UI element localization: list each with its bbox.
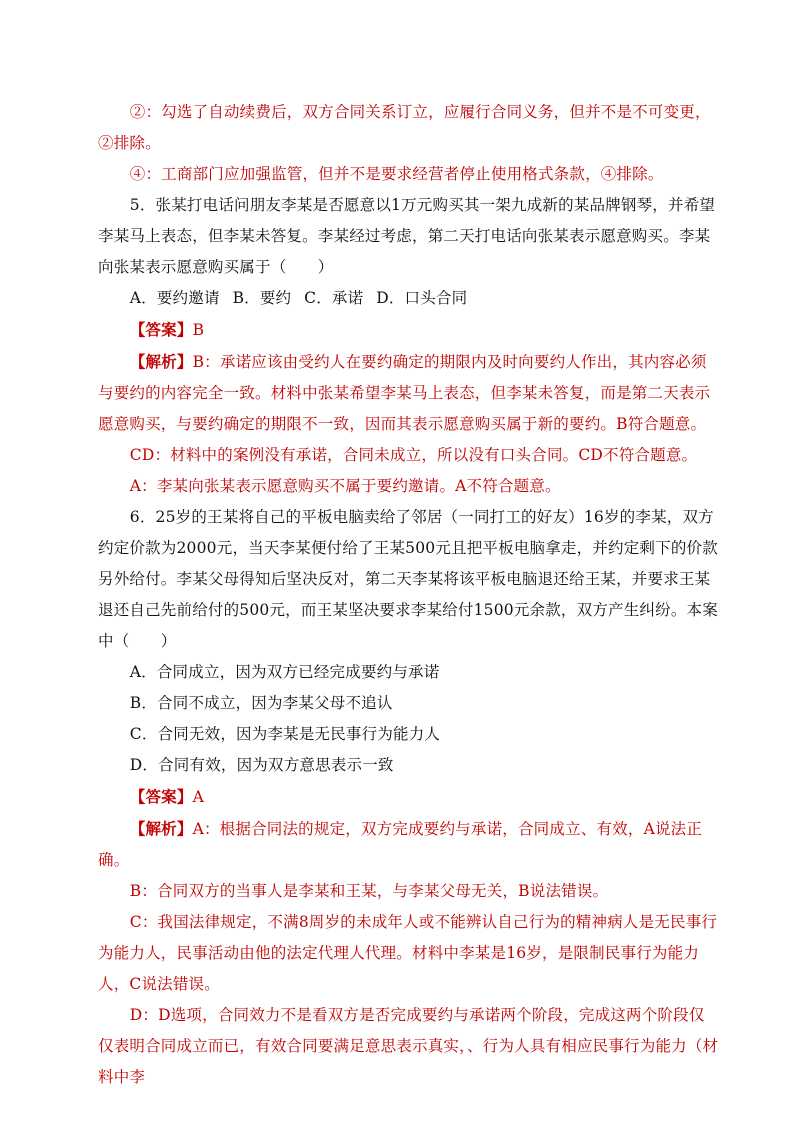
question-5-stem: 5．张某打电话问朋友李某是否愿意以1万元购买其一架九成新的某品牌钢琴，并希望李某马上表态，但李某未答复。李某经过考虑，第二天打电话向张某表示愿意购买。李某向张某表示愿意购买属于（ ）: [98, 196, 716, 276]
analysis-text: B：承诺应该由受约人在要约确定的期限内及时向要约人作出，其内容必须与要约的内容完全一致。材料中张某希望李某马上表态，但李某未答复，而是第二天表示愿意购买，与要约确定的期限不一致，因而其表示愿意购买属于新的要约。B符合题意。: [98, 353, 711, 433]
question-6-analysis-d: D：D选项，合同效力不是看双方是否完成要约与承诺两个阶段，完成这两个阶段仅仅表明合同成立而已，有效合同要满足意思表示真实，、行为人具有相应民事行为能力（材料中李: [98, 1006, 719, 1086]
question-6-analysis-b: B：合同双方的当事人是李某和王某，与李某父母无关，B说法错误。: [129, 882, 609, 900]
question-5-analysis-b: [98, 346, 720, 440]
analysis-tag: 【解析】: [129, 819, 193, 838]
question-6-analysis-c: C：我国法律规定，不满8周岁的未成年人或不能辨认自己行为的精神病人是无民事行为能力人，民事活动由他的法定代理人代理。材料中李某是16岁，是限制民事行为能力人，C说法错误。: [98, 913, 718, 993]
question-6-option-d: D．合同有效，因为双方意思表示一致: [129, 756, 394, 774]
question-5-analysis-a: A：李某向张某表示愿意购买不属于要约邀请。A不符合题意。: [129, 477, 561, 495]
analysis-item-2: ②：勾选了自动续费后，双方合同关系订立，应履行合同义务，但并不是不可变更，②排除。: [98, 103, 711, 152]
question-5-analysis-cd: CD：材料中的案例没有承诺，合同未成立，所以没有口头合同。CD不符合题意。: [129, 446, 698, 464]
question-5-option-a: A．要约邀请: [129, 289, 220, 307]
answer-value: B: [192, 321, 205, 339]
analysis-text: A：根据合同法的规定，双方完成要约与承诺，合同成立、有效，A说法正确。: [98, 820, 703, 869]
question-5-answer: [98, 314, 720, 346]
answer-value: A: [192, 788, 204, 806]
question-6-option-b: B．合同不成立，因为李某父母不追认: [129, 694, 393, 712]
question-6-option-c: C．合同无效，因为李某是无民事行为能力人: [129, 725, 441, 743]
question-5-option-b: B．要约: [232, 289, 292, 307]
question-6-answer: [98, 781, 720, 813]
question-5-option-c: C．承诺: [304, 289, 364, 307]
question-6-analysis-a: [98, 813, 720, 876]
answer-tag: 【答案】: [129, 320, 193, 339]
analysis-item-4: ④：工商部门应加强监管，但并不是要求经营者停止使用格式条款，④排除。: [129, 165, 664, 183]
question-6-stem: 6．25岁的王某将自己的平板电脑卖给了邻居（一同打工的好友）16岁的李某，双方约定价款为2000元，当天李某便付给了王某500元且把平板电脑拿走，并约定剩下的价款另外给付。李某父母得知后坚决反对，第二天李某将该平板电脑退还给王某，并要求王某退还自己先前给付的500元，而王某坚决要求李某给付1500元余款，双方产生纠纷。本案中（ ）: [98, 508, 718, 650]
analysis-tag: 【解析】: [129, 352, 193, 371]
question-5-option-d: D．口头合同: [376, 289, 468, 307]
answer-tag: 【答案】: [129, 787, 193, 806]
question-5-options: [98, 283, 720, 314]
question-6-option-a: A．合同成立，因为双方已经完成要约与承诺: [129, 663, 440, 681]
document-body: [98, 97, 720, 1093]
